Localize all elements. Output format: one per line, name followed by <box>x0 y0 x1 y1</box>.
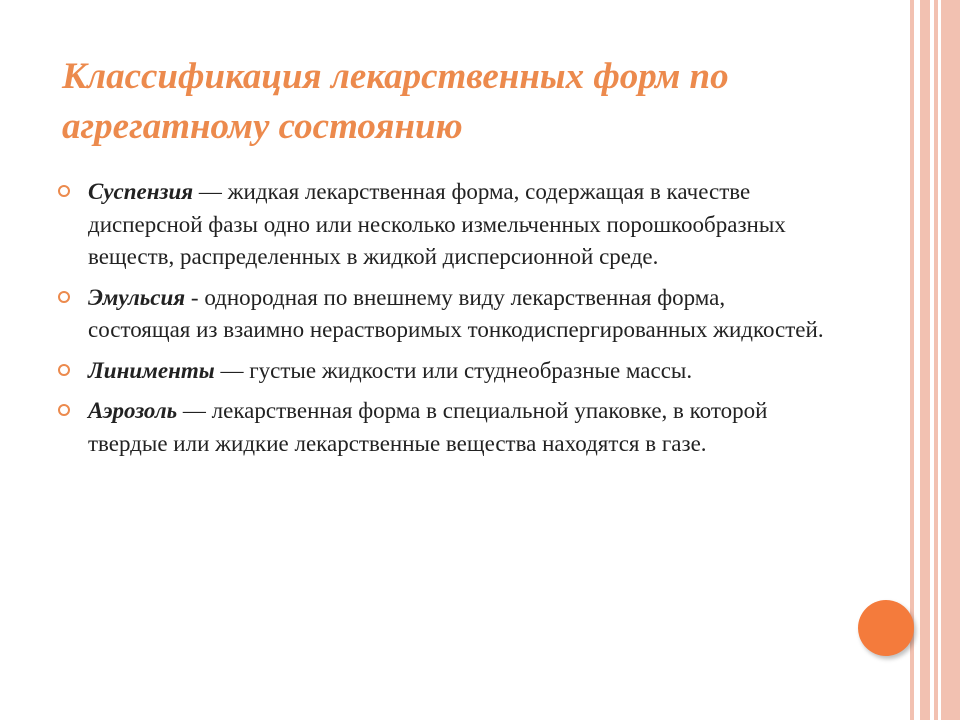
bullet-circle-icon <box>58 404 70 416</box>
definition: — жидкая лекарственная форма, содержащая в качестве дисперсной фазы одно или несколько измельченных порошкообразных веществ, распределенных в жидкой дисперсионной среде. <box>88 179 786 269</box>
stripe <box>910 0 914 720</box>
bullet-list <box>58 176 828 468</box>
stripe <box>934 0 938 720</box>
bullet-item-aerosol <box>58 395 828 460</box>
decorative-circle <box>858 600 914 656</box>
bullet-circle-icon <box>58 364 70 376</box>
term: Суспензия <box>88 179 194 204</box>
term: Эмульсия <box>88 284 186 310</box>
slide-title: Классификация лекарственных форм по агрегатному состоянию <box>62 56 729 147</box>
definition: — густые жидкости или студнеобразные массы. <box>214 357 693 383</box>
definition: — лекарственная форма в специальной упаковке, в которой твердые или жидкие лекарственные вещества находятся в газе. <box>88 398 768 456</box>
decorative-stripes <box>910 0 960 720</box>
stripe <box>920 0 930 720</box>
bullet-item-emulsion <box>58 282 828 347</box>
bullet-circle-icon <box>58 291 70 303</box>
bullet-item-liniments <box>58 355 828 388</box>
term: Аэрозоль <box>88 398 178 423</box>
bullet-circle-icon <box>58 185 70 197</box>
definition: - однородная по внешнему виду лекарственная форма, состоящая из взаимно нерастворимых тонкодиспергированных жидкостей. <box>88 284 824 342</box>
stripe <box>941 0 960 720</box>
term: Линименты <box>88 357 215 383</box>
bullet-item-suspension <box>58 176 828 274</box>
